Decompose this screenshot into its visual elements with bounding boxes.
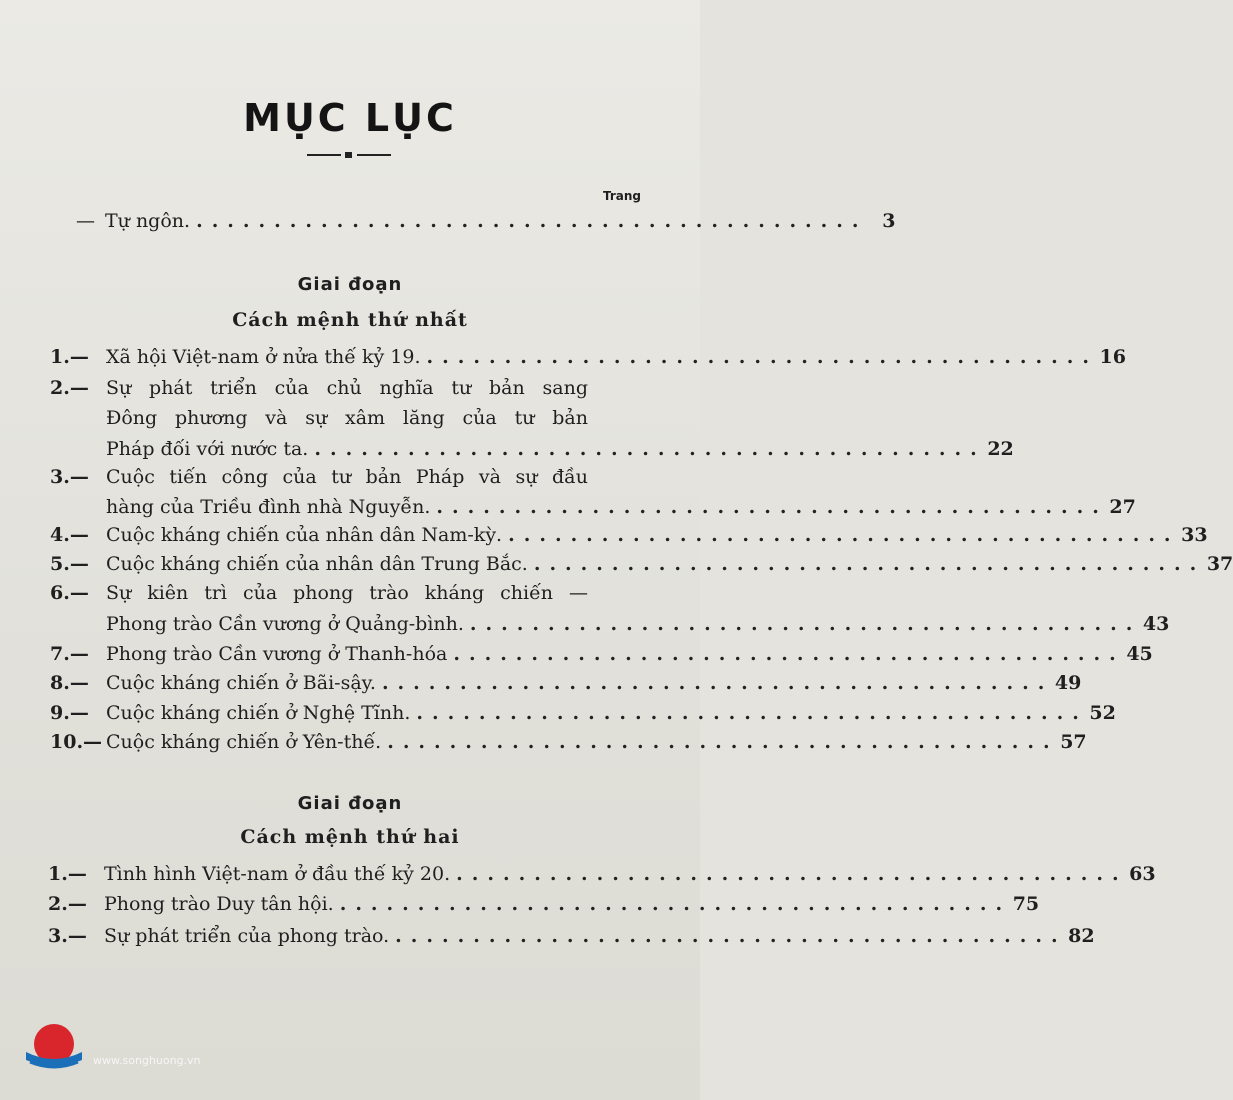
toc-entry-text: Cuộc kháng chiến của nhân dân Trung Bắc.: [106, 553, 528, 575]
toc-entry-page: 22: [987, 438, 1014, 460]
toc-entry[interactable]: [50, 731, 1087, 759]
toc-entry[interactable]: [50, 466, 106, 494]
toc-entry-number: 7.—: [50, 643, 89, 665]
toc-entry-page: 33: [1181, 524, 1208, 546]
toc-entry[interactable]: [50, 553, 1233, 581]
toc-entry-prefix: —: [76, 210, 95, 232]
dot-leader: ...........................................: [339, 893, 1012, 915]
toc-entry[interactable]: [50, 702, 1116, 730]
toc-entry[interactable]: [50, 643, 1153, 671]
toc-entry[interactable]: [50, 582, 106, 610]
toc-entry-text: hàng của Triều đình nhà Nguyễn.: [106, 496, 431, 518]
toc-entry-number: 2.—: [50, 377, 89, 399]
dot-leader: ...........................................: [387, 731, 1059, 753]
toc-entry-text: Xã hội Việt-nam ở nửa thế kỷ 19.: [106, 346, 421, 368]
toc-entry-text: Cuộc kháng chiến của nhân dân Nam-kỳ.: [106, 524, 503, 546]
toc-entry-page: 3: [882, 210, 896, 232]
toc-entry[interactable]: [50, 524, 1208, 552]
toc-entry-page: 27: [1109, 496, 1136, 518]
toc-entry-text: Cuộc kháng chiến ở Bãi-sậy.: [106, 672, 376, 694]
toc-entry-number: 2.—: [48, 893, 87, 915]
toc-entry-number: 6.—: [50, 582, 89, 604]
dot-leader: ...........................................: [314, 438, 986, 460]
toc-entry-number: 3.—: [48, 925, 87, 947]
toc-entry-last-line: [50, 613, 1170, 641]
toc-entry-page: 75: [1012, 893, 1040, 915]
toc-entry-text: Phong trào Cần vương ở Thanh-hóa: [106, 643, 448, 665]
dot-leader: ...........................................: [533, 553, 1206, 575]
dot-leader: ...........................................: [456, 863, 1128, 885]
toc-entry-page: 43: [1142, 613, 1170, 635]
dot-leader: ...........................................: [426, 346, 1098, 368]
toc-entry-page: 82: [1068, 925, 1095, 947]
dot-leader: ...........................................: [381, 672, 1054, 694]
toc-entry-text-line: Cuộc tiến công của tư bản Pháp và sự đầu: [106, 466, 588, 488]
toc-entry-last-line: [50, 496, 1136, 524]
toc-entry-page: 37: [1206, 553, 1233, 575]
toc-entry-number: 1.—: [48, 863, 87, 885]
phase-1-subheading: Cách mệnh thứ nhất: [232, 309, 468, 331]
dot-leader: ...........................................: [469, 613, 1142, 635]
phase-2-heading: Giai đoạn: [297, 793, 403, 814]
toc-entry-number: 8.—: [50, 672, 89, 694]
dot-leader: ...........................................: [453, 643, 1125, 665]
toc-entry-text: Tự ngôn.: [105, 210, 191, 232]
toc-entry-number: 3.—: [50, 466, 89, 488]
toc-entry-text: Phong trào Duy tân hội.: [104, 893, 334, 915]
toc-entry-text-line: Sự phát triển của chủ nghĩa tư bản sang: [106, 377, 588, 399]
toc-entry-page: 57: [1060, 731, 1087, 753]
toc-entry[interactable]: [48, 925, 1095, 953]
toc-entry-page: 16: [1099, 346, 1126, 368]
toc-entry[interactable]: [50, 377, 106, 405]
toc-entry-preface[interactable]: [76, 210, 896, 238]
toc-entry-text-line: Sự kiên trì của phong trào kháng chiến —: [106, 582, 588, 604]
page-title: MỤC LỤC: [243, 96, 457, 140]
toc-entry-last-line: [50, 438, 1014, 466]
toc-entry-page: 45: [1126, 643, 1153, 665]
toc-entry-text: Cuộc kháng chiến ở Yên-thế.: [106, 731, 382, 753]
title-ornament: [307, 149, 391, 159]
toc-entry-text: Sự phát triển của phong trào.: [104, 925, 390, 947]
toc-entry[interactable]: [48, 893, 1040, 921]
toc-entry[interactable]: [50, 672, 1082, 700]
toc-entry-page: 49: [1054, 672, 1082, 694]
toc-entry-number: 10.—: [50, 731, 103, 753]
toc-entry-number: 9.—: [50, 702, 89, 724]
phase-1-heading: Giai đoạn: [297, 274, 403, 295]
toc-entry[interactable]: [50, 346, 1126, 374]
toc-entry-text: Pháp đối với nước ta.: [106, 438, 309, 460]
website-watermark: www.songhuong.vn: [93, 1054, 201, 1067]
toc-entry-text: Cuộc kháng chiến ở Nghệ Tĩnh.: [106, 702, 411, 724]
dot-leader: ...........................................: [508, 524, 1180, 546]
toc-entry-text: Phong trào Cần vương ở Quảng-bình.: [106, 613, 464, 635]
toc-entry-number: 5.—: [50, 553, 89, 575]
page-column-header: Trang: [603, 189, 642, 203]
toc-entry-number: 4.—: [50, 524, 89, 546]
toc-entry-text: Tình hình Việt-nam ở đầu thế kỷ 20.: [104, 863, 451, 885]
dot-leader: ...........................................: [436, 496, 1108, 518]
songhuong-logo: [22, 1022, 86, 1072]
toc-entry-text-line: Đông phương và sự xâm lăng của tư bản: [106, 407, 588, 429]
dot-leader: ...........................................: [395, 925, 1067, 947]
toc-entry-number: 1.—: [50, 346, 89, 368]
dot-leader: ...........................................: [416, 702, 1088, 724]
dot-leader: ...........................................: [196, 210, 868, 232]
toc-entry-page: 52: [1089, 702, 1116, 724]
phase-2-subheading: Cách mệnh thứ hai: [240, 826, 460, 848]
toc-entry[interactable]: [48, 863, 1156, 891]
toc-entry-page: 63: [1129, 863, 1156, 885]
